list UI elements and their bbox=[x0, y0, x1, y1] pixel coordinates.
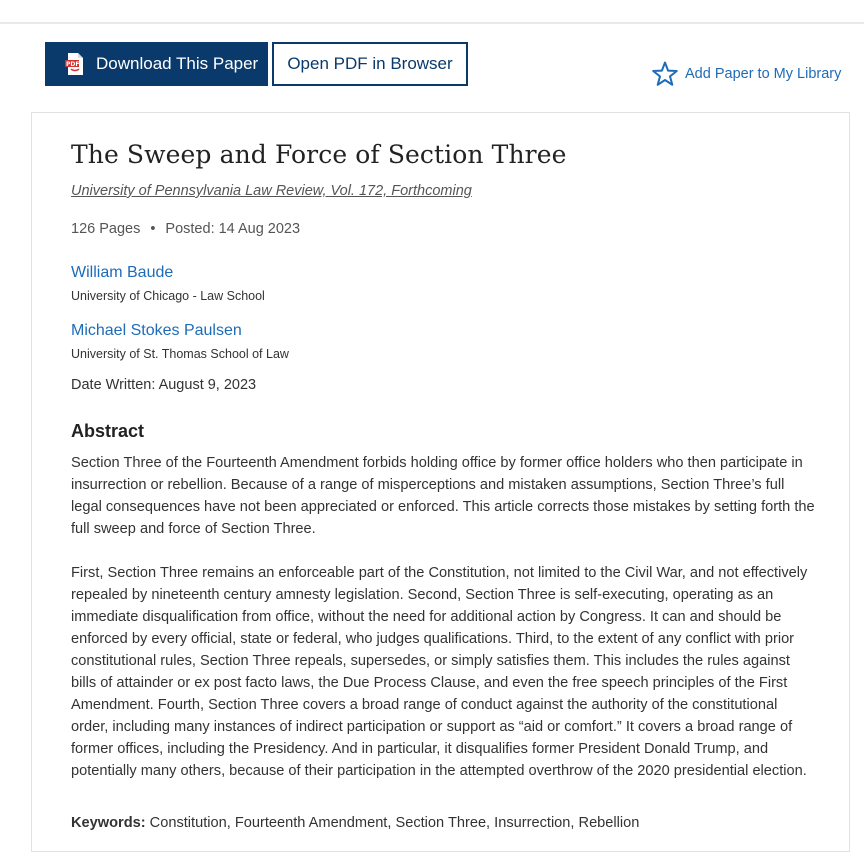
abstract-paragraph: First, Section Three remains an enforceable part of the Constitution, not limited to the Civil War, and not effectively repealed by nineteenth century amnesty legislation. Second, Section Three is self-executing, operating as an immediate disqualification from office, without the need for additional action by Congress. It can and should be enforced by every official, state or federal, who judges qualifications. Third, to the extent of any conflict with prior constitutional rules, Section Three repeals, supersedes, or simply satisfies them. This includes the rules against bills of attainder or ex post facto laws, the Due Process Clause, and even the free speech principles of the First Amendment. Fourth, Section Three covers a broad range of conduct against the authority of the constitutional order, including many instances of indirect participation or support as “aid or comfort.” It covers a broad range of former offices, including the Presidency. And in particular, it disqualifies former President Donald Trump, and potentially many others, because of their participation in the attempted overthrow of the 2020 presidential election. bbox=[71, 565, 808, 779]
keywords-list: Constitution, Fourteenth Amendment, Section Three, Insurrection, Rebellion bbox=[149, 815, 640, 831]
download-paper-label: Download This Paper bbox=[96, 54, 259, 73]
posted-date: Posted: 14 Aug 2023 bbox=[165, 221, 301, 237]
keywords-line bbox=[71, 815, 639, 831]
svg-text:PDF: PDF bbox=[66, 61, 80, 68]
star-outline-icon bbox=[651, 60, 679, 88]
paper-title: The Sweep and Force of Section Three bbox=[71, 140, 567, 169]
author-affiliation: University of St. Thomas School of Law bbox=[71, 347, 289, 361]
open-pdf-label: Open PDF in Browser bbox=[287, 54, 453, 73]
header-divider bbox=[0, 22, 864, 24]
keywords-label: Keywords: bbox=[71, 815, 146, 831]
paper-meta bbox=[71, 221, 300, 237]
page-count: 126 Pages bbox=[71, 221, 141, 237]
journal-citation-link[interactable]: University of Pennsylvania Law Review, Vol. 172, Forthcoming bbox=[71, 183, 472, 199]
author-affiliation: University of Chicago - Law School bbox=[71, 289, 265, 303]
add-to-library-link[interactable] bbox=[651, 60, 841, 88]
author-name-link[interactable]: Michael Stokes Paulsen bbox=[71, 322, 242, 339]
download-paper-button[interactable] bbox=[45, 42, 268, 86]
date-written: Date Written: August 9, 2023 bbox=[71, 377, 257, 393]
add-to-library-label: Add Paper to My Library bbox=[685, 66, 842, 82]
open-pdf-button[interactable] bbox=[272, 42, 468, 86]
pdf-file-icon bbox=[63, 52, 87, 76]
abstract-paragraph: Section Three of the Fourteenth Amendment forbids holding office by former office holders who then participate in insurrection or rebellion. Because of a range of misperceptions and mistaken assumptions, Section Three’s full legal consequences have not been appreciated or enforced. This article corrects those mistakes by setting forth the full sweep and force of Section Three. bbox=[71, 455, 815, 537]
abstract-body bbox=[71, 452, 816, 804]
meta-separator: • bbox=[150, 221, 156, 237]
author-name-link[interactable]: William Baude bbox=[71, 264, 174, 281]
abstract-heading: Abstract bbox=[71, 421, 145, 441]
